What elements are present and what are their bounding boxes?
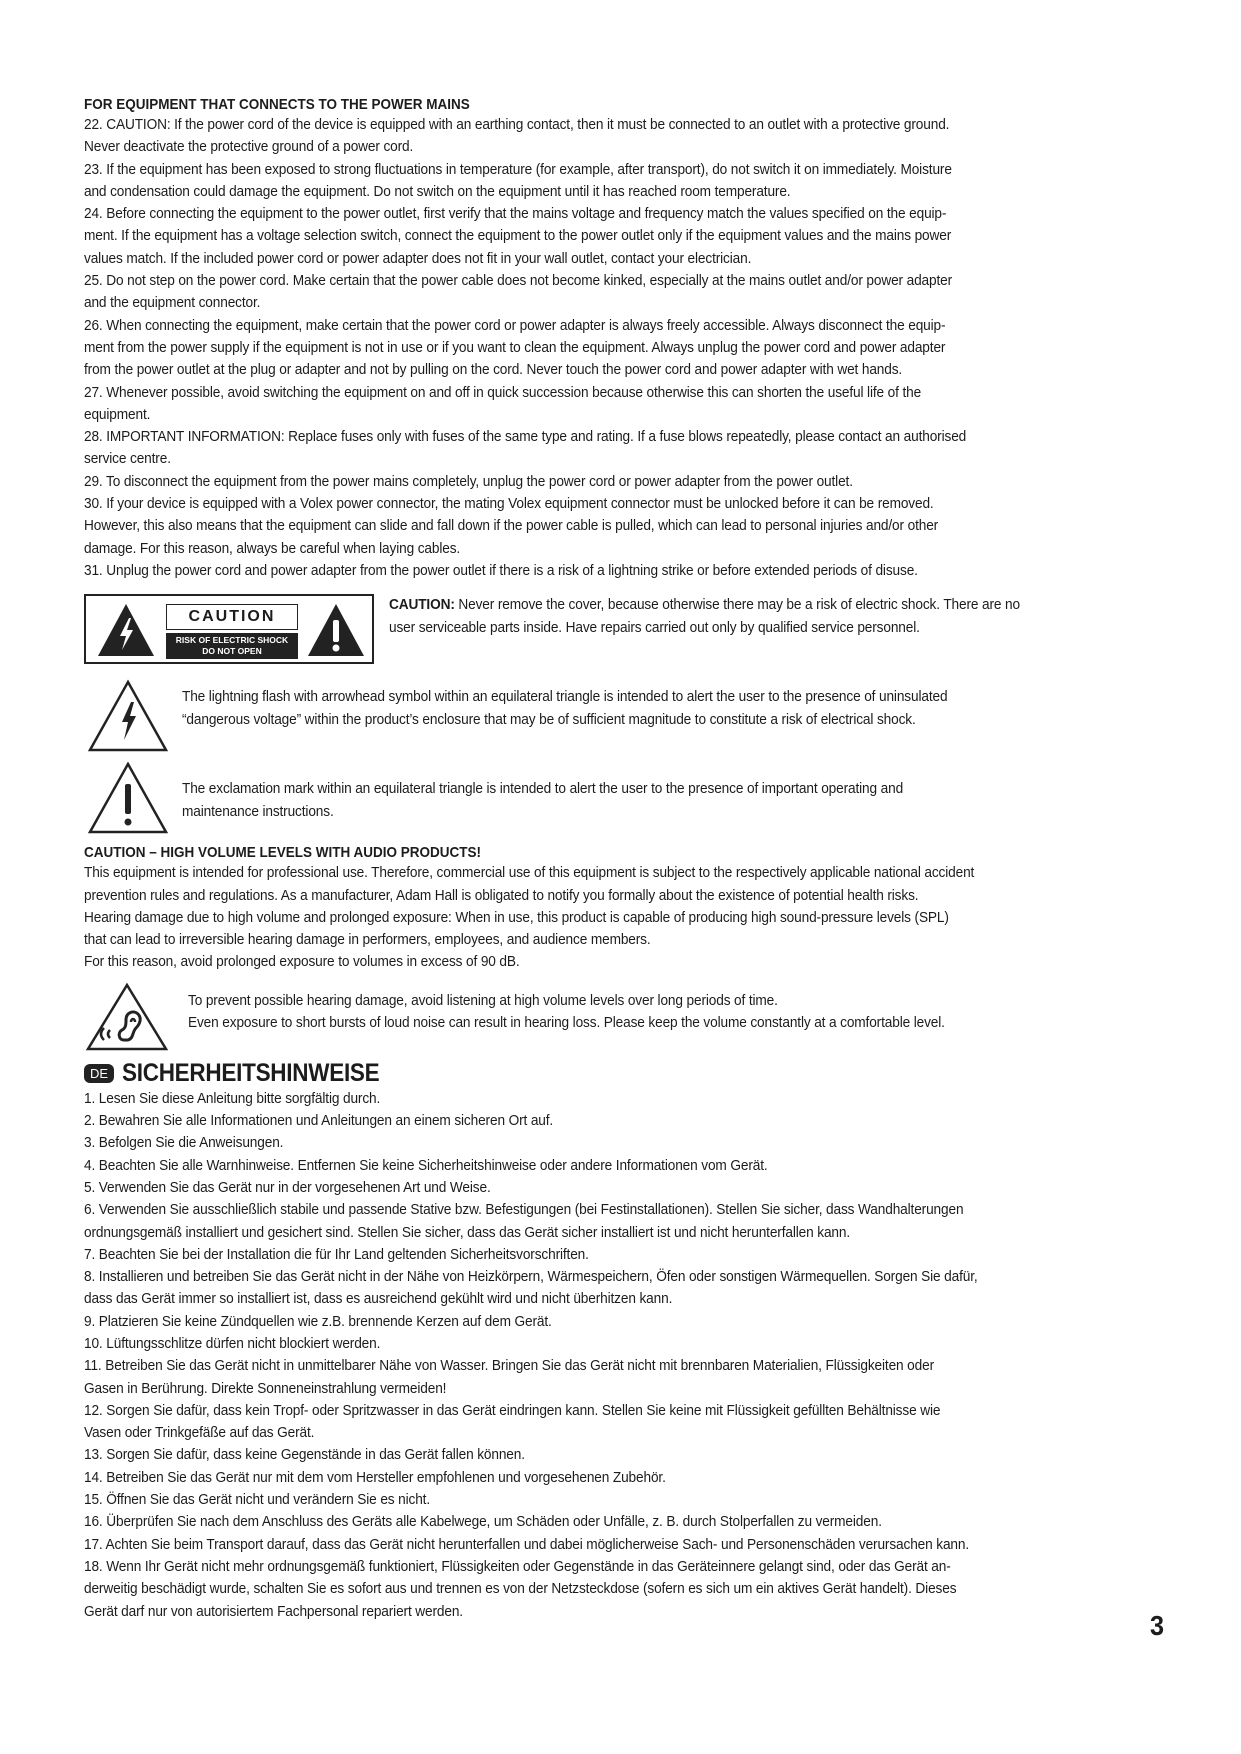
volume-line: This equipment is intended for professional use. Therefore, commercial use of this equipment is subject to the respectively applicable national accident bbox=[84, 864, 975, 882]
power-line: values match. If the included power cord or power adapter does not fit in your wall outlet, contact your electrician. bbox=[84, 249, 752, 267]
power-line: ment. If the equipment has a voltage selection switch, connect the equipment to the power outlet only if the equipment values and the mains power bbox=[84, 227, 952, 245]
caution-note bbox=[389, 594, 1127, 639]
lightning-triangle-icon bbox=[86, 678, 170, 754]
volume-line: Hearing damage due to high volume and prolonged exposure: When in use, this product is capable of producing high sound-pressure levels (SPL) bbox=[84, 908, 949, 926]
de-line: 8. Installieren und betreiben Sie das Gerät nicht in der Nähe von Heizkörpern, Wärmespeichern, Öfen oder sonstigen Wärmequellen. Sorgen Sie dafür, bbox=[84, 1268, 978, 1286]
de-line: 15. Öffnen Sie das Gerät nicht und verändern Sie es nicht. bbox=[84, 1491, 431, 1509]
hearing-note bbox=[188, 990, 1142, 1035]
power-line: Never deactivate the protective ground of a power cord. bbox=[84, 138, 414, 156]
power-line: and condensation could damage the equipment. Do not switch on the equipment until it has reached room temperature. bbox=[84, 182, 791, 200]
power-line: 27. Whenever possible, avoid switching the equipment on and off in quick succession because otherwise this can shorten the useful life of the bbox=[84, 383, 922, 401]
caution-sub-line: DO NOT OPEN bbox=[202, 646, 262, 657]
volume-line: that can lead to irreversible hearing damage in performers, employees, and audience members. bbox=[84, 931, 651, 949]
volume-text bbox=[84, 862, 1160, 973]
hearing-note-line: Even exposure to short bursts of loud noise can result in hearing loss. Please keep the volume constantly at a comfortable level. bbox=[188, 1014, 945, 1032]
power-line: ment from the power supply if the equipment is not in use or if you want to clean the equipment. Always unplug the power cord and power adapter bbox=[84, 338, 946, 356]
hearing-symbol-row bbox=[84, 980, 1159, 1052]
de-line: 18. Wenn Ihr Gerät nicht mehr ordnungsgemäß funktioniert, Flüssigkeiten oder Gegenstände in das Geräteinnere gelangt sind, oder das Gerät an- bbox=[84, 1557, 951, 1575]
de-line: 13. Sorgen Sie dafür, dass keine Gegenstände in das Gerät fallen können. bbox=[84, 1446, 525, 1464]
power-line: 26. When connecting the equipment, make certain that the power cord or power adapter is always freely accessible. Always disconnect the equip- bbox=[84, 316, 946, 334]
hearing-damage-icon bbox=[84, 982, 170, 1052]
de-line: derweitig beschädigt wurde, schalten Sie es sofort aus und trennen es von der Netzsteckdose (sofern es sich um ein aktives Gerät handelt). Dieses bbox=[84, 1580, 957, 1598]
power-line: 29. To disconnect the equipment from the power mains completely, unplug the power cord or power adapter from the power outlet. bbox=[84, 472, 853, 490]
caution-note-bold: CAUTION: bbox=[389, 596, 455, 614]
de-line: 7. Beachten Sie bei der Installation die für Ihr Land geltenden Sicherheitsvorschriften. bbox=[84, 1245, 589, 1263]
de-line: ordnungsgemäß installiert und gesichert sind. Stellen Sie sicher, dass das Gerät sicher installiert ist und nicht herunterfallen kann. bbox=[84, 1223, 851, 1241]
volume-heading: CAUTION – HIGH VOLUME LEVELS WITH AUDIO PRODUCTS! bbox=[84, 844, 482, 862]
de-line: Vasen oder Trinkgefäße auf das Gerät. bbox=[84, 1424, 315, 1442]
power-line: service centre. bbox=[84, 450, 171, 468]
de-line: 17. Achten Sie beim Transport darauf, dass das Gerät nicht herunterfallen und dabei möglicherweise Sach- und Personenschäden verursachen kann. bbox=[84, 1535, 970, 1553]
exclamation-triangle-icon bbox=[86, 760, 170, 836]
caution-label-subtitle bbox=[166, 633, 298, 659]
de-line: 10. Lüftungsschlitze dürfen nicht blockiert werden. bbox=[84, 1334, 381, 1352]
exclamation-warning-icon bbox=[306, 602, 366, 658]
power-mains-list bbox=[84, 114, 1160, 582]
exclamation-note-line: maintenance instructions. bbox=[182, 802, 334, 820]
power-mains-heading: FOR EQUIPMENT THAT CONNECTS TO THE POWER MAINS bbox=[84, 96, 470, 113]
de-line: Gasen in Berührung. Direkte Sonneneinstrahlung vermeiden! bbox=[84, 1379, 447, 1397]
de-section-header bbox=[84, 1060, 1159, 1088]
power-line: 24. Before connecting the equipment to the power outlet, first verify that the mains voltage and frequency match the values specified on the equip- bbox=[84, 205, 947, 223]
de-line: 12. Sorgen Sie dafür, dass kein Tropf- oder Spritzwasser in das Gerät eindringen kann. Stellen Sie keine mit Flüssigkeit gefüllten Behältnisse wie bbox=[84, 1401, 941, 1419]
power-line: 25. Do not step on the power cord. Make certain that the power cable does not become kinked, especially at the mains outlet and/or power adapter bbox=[84, 272, 953, 290]
exclamation-note-line: The exclamation mark within an equilateral triangle is intended to alert the user to the presence of important operating and bbox=[182, 780, 904, 798]
de-section-title: SICHERHEITSHINWEISE bbox=[122, 1059, 380, 1088]
de-safety-list bbox=[84, 1088, 1160, 1623]
lightning-symbol-row bbox=[84, 676, 1159, 758]
de-line: 6. Verwenden Sie ausschließlich stabile und passende Stative bzw. Befestigungen (bei Festinstallationen). Stellen Sie sicher, dass Wandhalterungen bbox=[84, 1201, 964, 1219]
lightning-note bbox=[182, 686, 1136, 731]
power-line: 23. If the equipment has been exposed to strong fluctuations in temperature (for example, after transport), do not switch it on immediately. Moisture bbox=[84, 160, 952, 178]
language-badge-de: DE bbox=[84, 1064, 114, 1083]
exclamation-note bbox=[182, 778, 1136, 823]
caution-note-line: user serviceable parts inside. Have repairs carried out only by qualified service personnel. bbox=[389, 618, 920, 636]
lightning-note-line: The lightning flash with arrowhead symbol within an equilateral triangle is intended to alert the user to the presence of uninsulated bbox=[182, 688, 948, 706]
caution-label-box bbox=[84, 594, 374, 664]
de-line: Gerät darf nur von autorisiertem Fachpersonal repariert werden. bbox=[84, 1602, 463, 1620]
de-line: 3. Befolgen Sie die Anweisungen. bbox=[84, 1134, 284, 1152]
power-line: 30. If your device is equipped with a Volex power connector, the mating Volex equipment connector must be unlocked before it can be removed. bbox=[84, 495, 934, 513]
power-line: damage. For this reason, always be careful when laying cables. bbox=[84, 539, 461, 557]
page-number: 3 bbox=[1150, 1610, 1165, 1641]
de-line: 16. Überprüfen Sie nach dem Anschluss des Geräts alle Kabelwege, um Schäden oder Unfälle, z. B. durch Stolperfallen zu vermeiden. bbox=[84, 1513, 882, 1531]
power-line: 28. IMPORTANT INFORMATION: Replace fuses only with fuses of the same type and rating. If a fuse blows repeatedly, please contact an authorised bbox=[84, 428, 967, 446]
volume-line: prevention rules and regulations. As a manufacturer, Adam Hall is obligated to notify you formally about the existence of potential health risks. bbox=[84, 886, 919, 904]
de-line: 11. Betreiben Sie das Gerät nicht in unmittelbarer Nähe von Wasser. Bringen Sie das Gerät nicht mit brennbaren Materialien, Flüssigkeiten oder bbox=[84, 1357, 935, 1375]
de-line: 1. Lesen Sie diese Anleitung bitte sorgfältig durch. bbox=[84, 1089, 381, 1107]
caution-sub-line: RISK OF ELECTRIC SHOCK bbox=[175, 635, 289, 646]
hearing-note-line: To prevent possible hearing damage, avoid listening at high volume levels over long periods of time. bbox=[188, 991, 778, 1009]
de-line: 4. Beachten Sie alle Warnhinweise. Entfernen Sie keine Sicherheitshinweise oder andere Informationen vom Gerät. bbox=[84, 1156, 768, 1174]
lightning-note-line: “dangerous voltage” within the product’s enclosure that may be of sufficient magnitude to constitute a risk of electrical shock. bbox=[182, 710, 916, 728]
de-line: 5. Verwenden Sie das Gerät nur in der vorgesehenen Art und Weise. bbox=[84, 1178, 491, 1196]
power-line: 31. Unplug the power cord and power adapter from the power outlet if there is a risk of a lightning strike or before extended periods of disuse. bbox=[84, 561, 918, 579]
electric-shock-warning-icon bbox=[96, 602, 156, 658]
caution-note-text: Never remove the cover, because otherwise there may be a risk of electric shock. There are no bbox=[454, 596, 1020, 614]
exclamation-symbol-row bbox=[84, 758, 1159, 840]
de-line: 2. Bewahren Sie alle Informationen und Anleitungen an einem sicheren Ort auf. bbox=[84, 1112, 554, 1130]
volume-line: For this reason, avoid prolonged exposure to volumes in excess of 90 dB. bbox=[84, 953, 520, 971]
power-line: However, this also means that the equipment can slide and fall down if the power cable is pulled, which can lead to personal injuries and/or other bbox=[84, 517, 939, 535]
power-line: and the equipment connector. bbox=[84, 294, 261, 312]
caution-block bbox=[84, 594, 1159, 676]
document-page bbox=[84, 96, 1159, 1623]
power-line: 22. CAUTION: If the power cord of the device is equipped with an earthing contact, then it must be connected to an outlet with a protective ground. bbox=[84, 116, 950, 133]
power-line: from the power outlet at the plug or adapter and not by pulling on the cord. Never touch the power cord and power adapter with wet hands. bbox=[84, 361, 903, 379]
power-line: equipment. bbox=[84, 405, 151, 423]
caution-label-title: CAUTION bbox=[166, 604, 298, 630]
de-line: 14. Betreiben Sie das Gerät nur mit dem vom Hersteller empfohlenen und vorgesehenen Zubehör. bbox=[84, 1468, 666, 1486]
de-line: 9. Platzieren Sie keine Zündquellen wie z.B. brennende Kerzen auf dem Gerät. bbox=[84, 1312, 552, 1330]
de-line: dass das Gerät immer so installiert ist, dass es ausreichend gekühlt wird und nicht überhitzen kann. bbox=[84, 1290, 673, 1308]
